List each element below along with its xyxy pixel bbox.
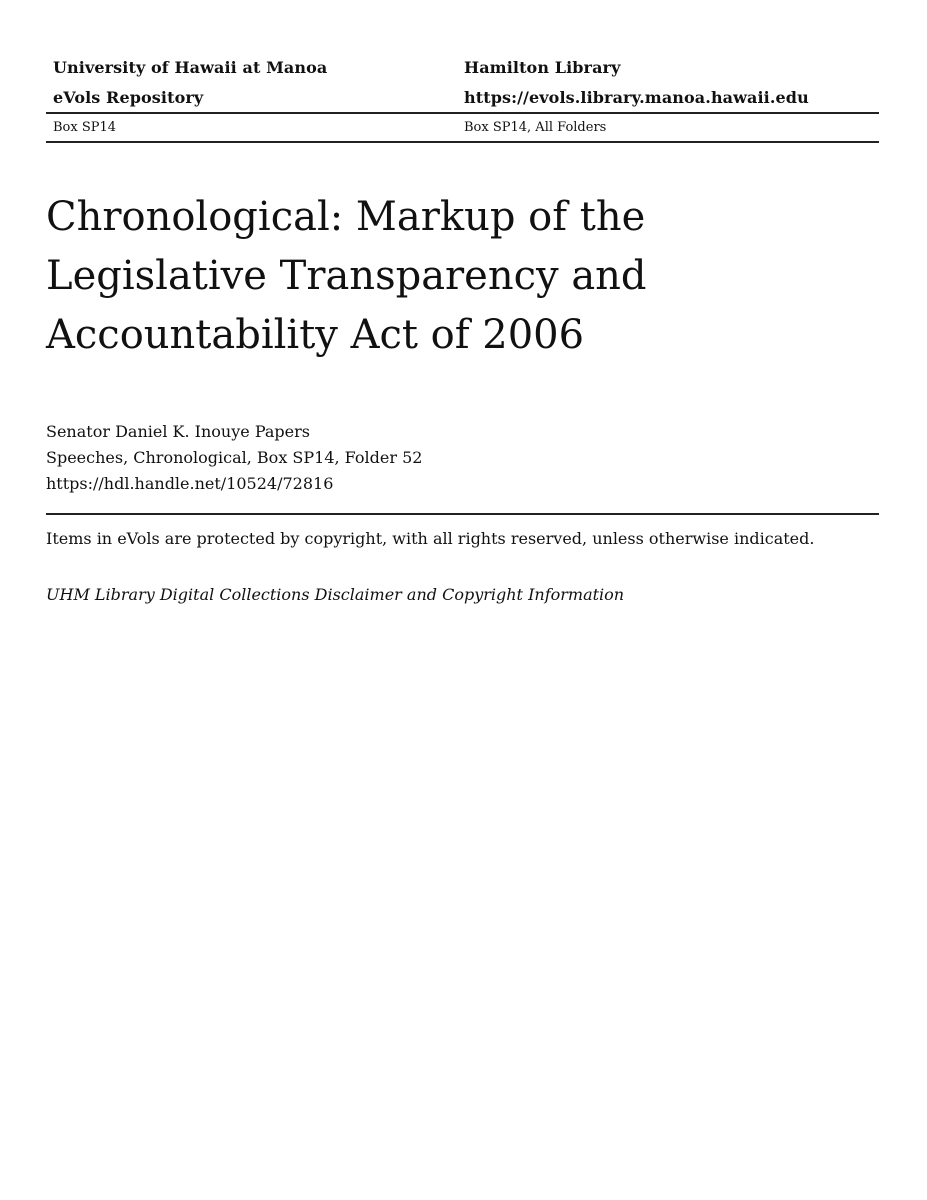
document-metadata <box>46 419 422 497</box>
repository-url-link[interactable]: https://evols.library.manoa.hawaii.edu <box>464 87 809 107</box>
title-line: Legislative Transparency and <box>46 253 647 299</box>
box-label-right: Box SP14, All Folders <box>464 120 607 135</box>
repository-header <box>46 52 879 143</box>
header-rule-bottom <box>46 141 879 143</box>
header-row-top <box>46 52 879 82</box>
rights-statement: Items in eVols are protected by copyright, with all rights reserved, unless otherwise indicated. <box>46 529 815 548</box>
box-label-left: Box SP14 <box>53 120 117 135</box>
title-line: Accountability Act of 2006 <box>46 312 585 358</box>
header-row-bottom <box>46 82 879 112</box>
repository-name: eVols Repository <box>53 87 204 107</box>
document-title <box>46 188 746 365</box>
collection-name: Senator Daniel K. Inouye Papers <box>46 422 310 441</box>
folder-location: Speeches, Chronological, Box SP14, Folder 52 <box>46 448 423 467</box>
title-line: Chronological: Markup of the <box>46 194 646 240</box>
disclaimer-link[interactable]: UHM Library Digital Collections Disclaimer and Copyright Information <box>46 585 625 604</box>
library-name: Hamilton Library <box>464 57 621 77</box>
institution-name: University of Hawaii at Manoa <box>53 57 328 77</box>
handle-link[interactable]: https://hdl.handle.net/10524/72816 <box>46 474 334 493</box>
section-divider <box>46 513 879 515</box>
box-row <box>46 114 879 141</box>
